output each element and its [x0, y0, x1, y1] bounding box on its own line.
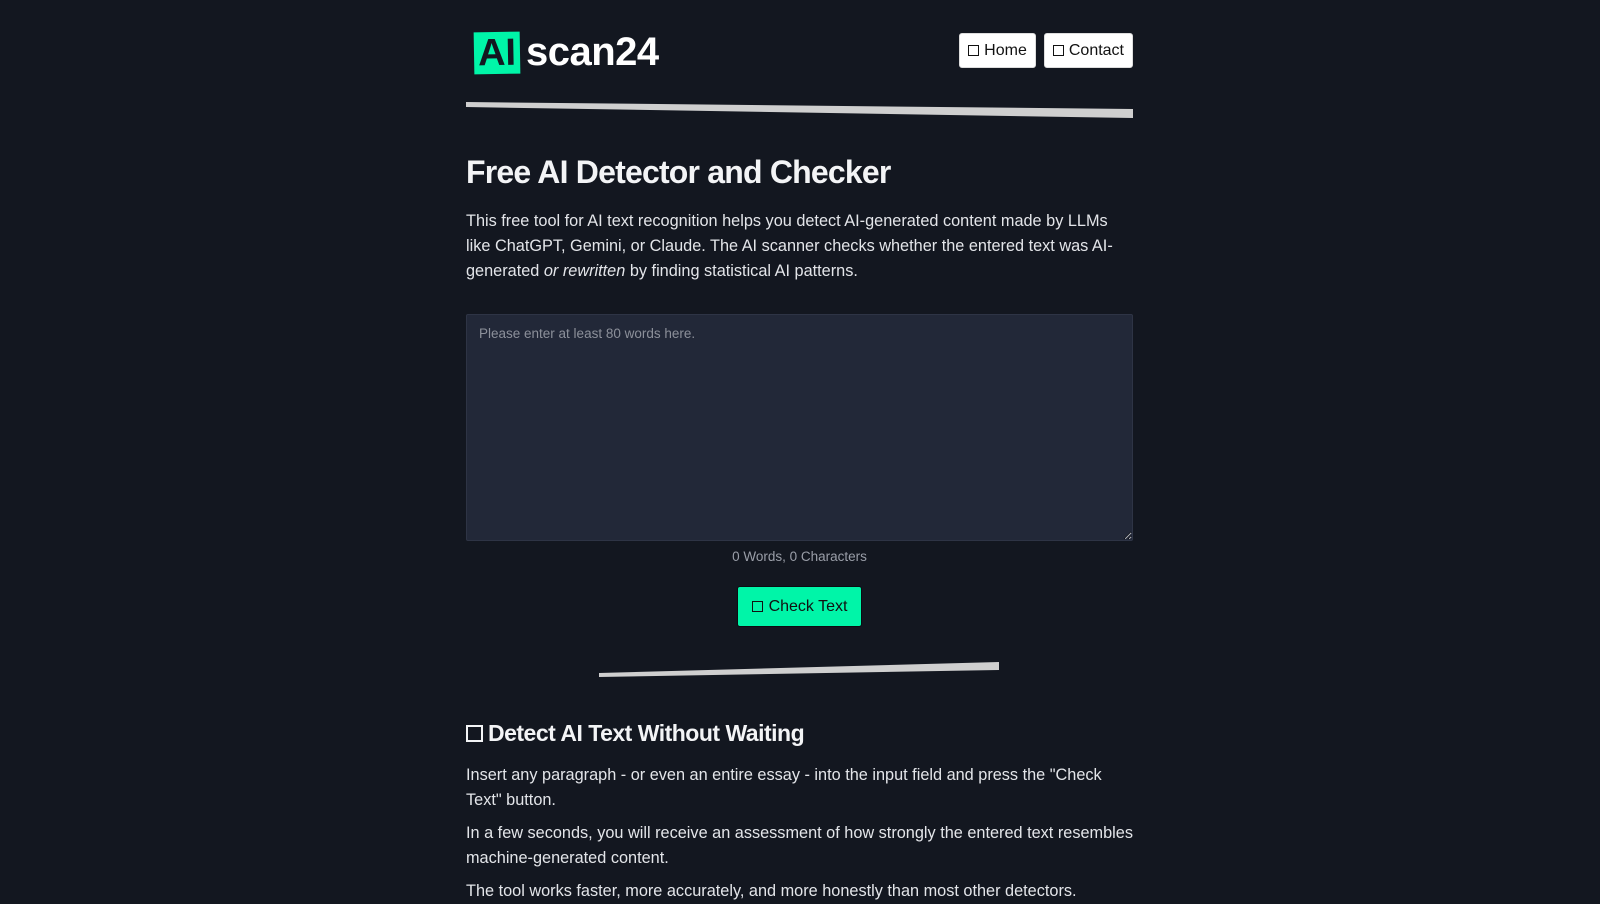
check-text-button[interactable] — [737, 586, 862, 627]
divider — [466, 102, 1133, 120]
square-icon — [752, 601, 763, 612]
logo-badge: AI — [474, 31, 521, 74]
page-container — [466, 0, 1133, 900]
intro-part: This free tool for AI text recognition helps you detect AI-generated content made by LLMs like ChatGPT, Gemini, or Claude. The AI scanner checks whether the entered text was AI-generated — [466, 212, 1113, 280]
nav — [959, 33, 1133, 68]
intro-text — [466, 209, 1133, 284]
word-char-counter: 0 Words, 0 Characters — [732, 549, 867, 564]
section-heading — [466, 720, 804, 747]
square-icon — [968, 45, 979, 56]
nav-contact-button[interactable] — [1044, 33, 1133, 68]
section-paragraph: In a few seconds, you will receive an assessment of how strongly the entered text resembles machine-generated content. — [466, 824, 1133, 867]
page-title: Free AI Detector and Checker — [466, 154, 891, 190]
square-icon — [466, 725, 483, 742]
nav-contact-label: Contact — [1068, 41, 1124, 59]
section-paragraph: The tool works faster, more accurately, and more honestly than most other detectors. — [466, 882, 1077, 900]
section-heading-text: Detect AI Text Without Waiting — [488, 720, 805, 746]
text-input[interactable] — [466, 314, 1133, 541]
logo-text: scan24 — [526, 30, 659, 74]
check-text-label: Check Text — [768, 597, 848, 615]
nav-home-label: Home — [984, 41, 1027, 59]
site-header — [466, 0, 1133, 100]
logo[interactable] — [474, 30, 659, 75]
section-paragraph: Insert any paragraph - or even an entire essay - into the input field and press the "Check Text" button. — [466, 766, 1102, 809]
intro-emphasis: or rewritten — [543, 262, 626, 280]
intro-part: by finding statistical AI patterns. — [625, 262, 858, 280]
divider — [599, 658, 999, 678]
nav-home-button[interactable] — [959, 33, 1036, 68]
square-icon — [1053, 45, 1064, 56]
